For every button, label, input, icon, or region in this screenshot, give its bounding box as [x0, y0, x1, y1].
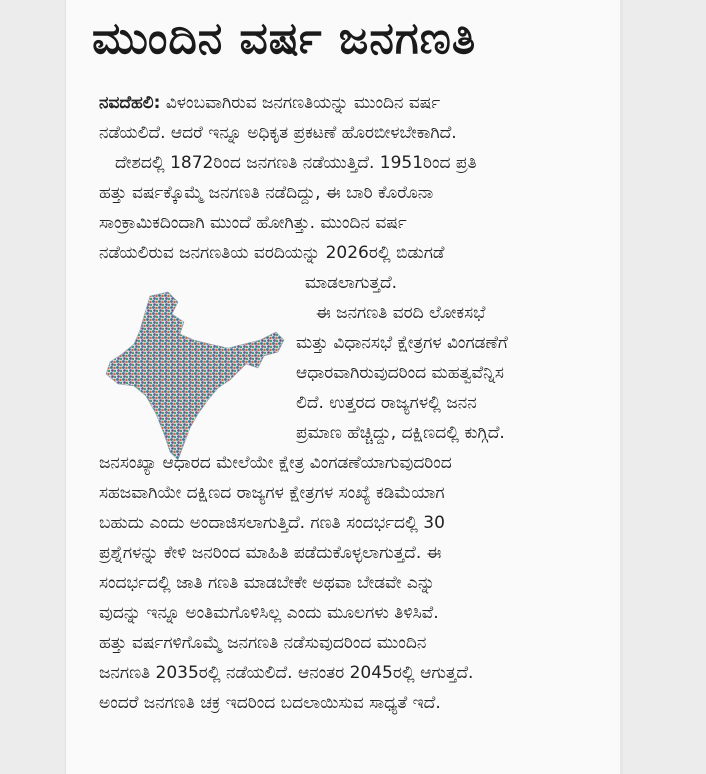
article-line: ಸಂದರ್ಭದಲ್ಲಿ ಜಾತಿ ಗಣತಿ ಮಾಡಬೇಕೇ ಅಥವಾ ಬೇಡವೇ ಎನ್ನು: [99, 573, 435, 593]
article-text: ವಿಳಂಬವಾಗಿರುವ ಜನಗಣತಿಯನ್ನು ಮುಂದಿನ ವರ್ಷ: [165, 93, 441, 113]
article-line: ವುದನ್ನು ಇನ್ನೂ ಅಂತಿಮಗೊಳಿಸಿಲ್ಲ ಎಂದು ಮೂಲಗಳು ತಿಳಿಸಿವೆ.: [99, 603, 439, 623]
article-line: ಬಹುದು ಎಂದು ಅಂದಾಜಿಸಲಾಗುತ್ತಿದೆ. ಗಣತಿ ಸಂದರ್ಭದಲ್ಲಿ 30: [99, 513, 445, 533]
dateline: ನವದೆಹಲಿ:: [99, 93, 161, 113]
article-line: ಈ ಜನಗಣತಿ ವರದಿ ಲೋಕಸಭೆ: [316, 303, 486, 323]
article-line: ಹತ್ತು ವರ್ಷಗಳಿಗೊಮ್ಮೆ ಜನಗಣತಿ ನಡೆಸುವುದರಿಂದ ಮುಂದಿನ: [99, 633, 427, 653]
article-line: ಜನಸಂಖ್ಯಾ ಆಧಾರದ ಮೇಲೆಯೇ ಕ್ಷೇತ್ರ ವಿಂಗಡಣೆಯಾಗುವುದರಿಂದ: [99, 453, 452, 473]
india-map-shape: [106, 292, 284, 460]
headline: ಮುಂದಿನ ವರ್ಷ ಜನಗಣತಿ: [92, 13, 477, 64]
india-map-image: [98, 288, 288, 468]
article-line: ದೇಶದಲ್ಲಿ 1872ರಿಂದ ಜನಗಣತಿ ನಡೆಯುತ್ತಿದೆ. 1951ರಿಂದ ಪ್ರತಿ: [115, 153, 477, 173]
article-line: ಪ್ರಮಾಣ ಹೆಚ್ಚಿದ್ದು, ದಕ್ಷಿಣದಲ್ಲಿ ಕುಗ್ಗಿದೆ.: [296, 423, 505, 443]
article-line: ಜನಗಣತಿ 2035ರಲ್ಲಿ ನಡೆಯಲಿದೆ. ಆನಂತರ 2045ರಲ್ಲಿ ಆಗುತ್ತದೆ.: [99, 663, 474, 683]
article-line: ಸಾಂಕ್ರಾಮಿಕದಿಂದಾಗಿ ಮುಂದೆ ಹೋಗಿತ್ತು. ಮುಂದಿನ ವರ್ಷ: [99, 213, 407, 233]
article-line: ಮಾಡಲಾಗುತ್ತದೆ.: [304, 273, 398, 293]
article-line: ಆಧಾರವಾಗಿರುವುದರಿಂದ ಮಹತ್ವವೆನ್ನಿಸ: [296, 363, 504, 383]
article-line: ನಡೆಯಲಿರುವ ಜನಗಣತಿಯ ವರದಿಯನ್ನು 2026ರಲ್ಲಿ ಬಿಡುಗಡೆ: [99, 243, 445, 263]
article-line: ನಡೆಯಲಿದೆ. ಆದರೆ ಇನ್ನೂ ಅಧಿಕೃತ ಪ್ರಕಟಣೆ ಹೊರಬೀಳಬೇಕಾಗಿದೆ.: [99, 123, 457, 143]
article-line: ಹತ್ತು ವರ್ಷಕ್ಕೊಮ್ಮೆ ಜನಗಣತಿ ನಡೆದಿದ್ದು, ಈ ಬಾರಿ ಕೊರೊನಾ: [99, 183, 434, 203]
article-line: ಅಂದರೆ ಜನಗಣತಿ ಚಕ್ರ ಇದರಿಂದ ಬದಲಾಯಿಸುವ ಸಾಧ್ಯತೆ ಇದೆ.: [99, 693, 441, 713]
article-line: ಮತ್ತು ವಿಧಾನಸಭೆ ಕ್ಷೇತ್ರಗಳ ವಿಂಗಡಣೆಗೆ: [296, 333, 508, 353]
column-divider: [620, 0, 623, 774]
article-line: ಲಿದೆ. ಉತ್ತರದ ರಾಜ್ಯಗಳಲ್ಲಿ ಜನನ: [296, 393, 477, 413]
article-line: ಪ್ರಶ್ನೆಗಳನ್ನು ಕೇಳಿ ಜನರಿಂದ ಮಾಹಿತಿ ಪಡೆದುಕೊಳ್ಳಲಾಗುತ್ತದೆ. ಈ: [99, 543, 442, 563]
article-line: ಸಹಜವಾಗಿಯೇ ದಕ್ಷಿಣದ ರಾಜ್ಯಗಳ ಕ್ಷೇತ್ರಗಳ ಸಂಖ್ಯೆ ಕಡಿಮೆಯಾಗ: [99, 483, 445, 503]
article-line: [99, 88, 603, 118]
